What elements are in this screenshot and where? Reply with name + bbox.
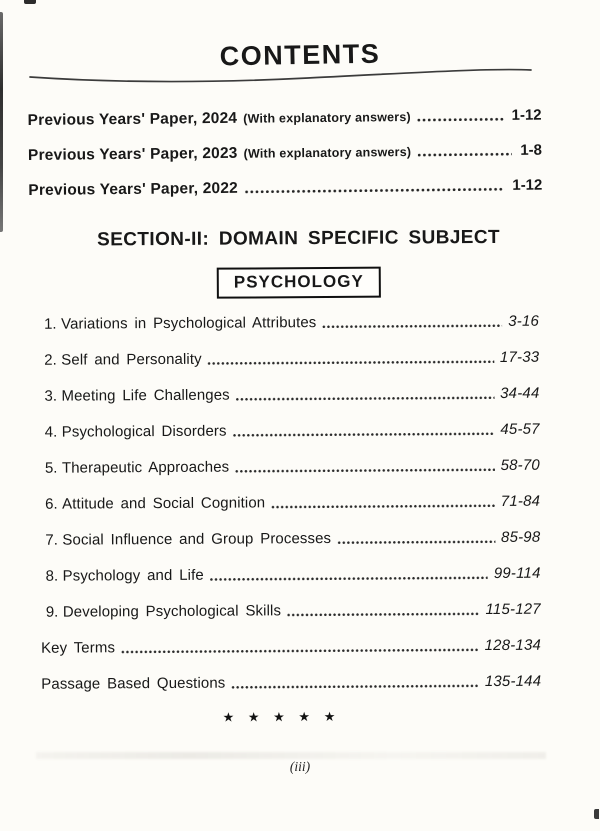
chapter-row bbox=[41, 564, 541, 586]
leader-dots bbox=[121, 648, 479, 654]
page-range: 1-8 bbox=[520, 141, 543, 159]
chapter-title: Attitude and Social Cognition bbox=[62, 494, 266, 513]
chapter-row bbox=[39, 312, 539, 334]
section-heading: SECTION-II: DOMAIN SPECIFIC SUBJECT bbox=[97, 226, 501, 251]
page-range: 45-57 bbox=[500, 420, 540, 438]
chapter-number: 7. bbox=[45, 531, 58, 549]
chapter-number: 2. bbox=[44, 351, 57, 369]
chapter-number: 8. bbox=[45, 567, 59, 585]
chapter-row bbox=[40, 420, 540, 442]
page-range: 128-134 bbox=[484, 636, 542, 655]
chapter-number: 3. bbox=[44, 387, 58, 405]
page-range: 115-127 bbox=[485, 600, 541, 619]
subject-box: PSYCHOLOGY bbox=[217, 267, 381, 299]
page-range: 71-84 bbox=[500, 492, 541, 510]
chapter-title: Psychological Disorders bbox=[61, 422, 227, 441]
chapter-number: 5. bbox=[44, 459, 58, 477]
leader-dots bbox=[233, 432, 495, 438]
page-range: 3-16 bbox=[508, 312, 540, 330]
extra-title: Key Terms bbox=[40, 639, 116, 657]
leader-dots bbox=[231, 684, 478, 690]
paper-note: (With explanatory answers) bbox=[243, 144, 412, 161]
chapter-title: Therapeutic Approaches bbox=[61, 458, 230, 477]
page-range: 17-33 bbox=[499, 348, 540, 366]
paper-label: Previous Years' Paper, 2024 bbox=[27, 109, 238, 130]
front-matter-row bbox=[28, 107, 542, 130]
paper-note: (With explanatory answers) bbox=[243, 109, 411, 126]
chapter-title: Social Influence and Group Processes bbox=[62, 529, 332, 549]
page-range: 135-144 bbox=[484, 672, 542, 691]
paper-label: Previous Years' Paper, 2023 bbox=[27, 144, 238, 164]
front-matter-row bbox=[28, 142, 542, 165]
section-block bbox=[0, 226, 600, 727]
leader-dots bbox=[236, 396, 494, 402]
leader-dots bbox=[210, 576, 488, 582]
chapter-row bbox=[41, 600, 541, 622]
folio-page-number: (iii) bbox=[289, 759, 311, 774]
page-range: 85-98 bbox=[500, 528, 541, 546]
leader-dots bbox=[244, 187, 504, 195]
leader-dots bbox=[322, 324, 502, 329]
extra-row bbox=[41, 672, 541, 694]
leader-dots bbox=[417, 117, 504, 123]
leader-dots bbox=[235, 468, 494, 474]
leader-dots bbox=[271, 504, 495, 509]
scan-artifact-smudge bbox=[36, 752, 546, 759]
chapter-title: Meeting Life Challenges bbox=[61, 386, 230, 405]
page-range: 1-12 bbox=[512, 176, 543, 194]
scan-artifact-bottom-right-mark bbox=[594, 809, 599, 819]
leader-dots bbox=[417, 152, 512, 158]
page-range: 99-114 bbox=[493, 564, 541, 582]
chapter-number: 4. bbox=[44, 423, 58, 441]
chapter-title: Developing Psychological Skills bbox=[62, 602, 282, 621]
front-matter-list bbox=[28, 107, 543, 200]
chapter-row bbox=[40, 492, 540, 514]
front-matter-row bbox=[28, 177, 542, 200]
leader-dots bbox=[337, 540, 495, 545]
chapter-row bbox=[39, 348, 539, 370]
chapter-row bbox=[39, 384, 539, 406]
page-range: 58-70 bbox=[500, 456, 540, 474]
page-range: 1-12 bbox=[511, 106, 542, 124]
extra-row bbox=[41, 636, 541, 658]
extra-title: Passage Based Questions bbox=[41, 674, 226, 693]
scan-artifact-top-mark bbox=[24, 0, 36, 4]
chapter-row bbox=[40, 456, 540, 478]
paper-label: Previous Years' Paper, 2022 bbox=[28, 179, 239, 199]
chapter-row bbox=[40, 528, 540, 550]
chapter-list bbox=[39, 312, 541, 694]
chapter-number: 1. bbox=[44, 315, 57, 333]
chapter-title: Self and Personality bbox=[61, 350, 202, 369]
chapter-title: Psychology and Life bbox=[62, 566, 204, 585]
page-title: CONTENTS bbox=[219, 38, 381, 72]
chapter-number: 9. bbox=[45, 603, 59, 621]
chapter-title: Variations in Psychological Attributes bbox=[61, 314, 317, 333]
end-stars: ★ ★ ★ ★ ★ bbox=[222, 708, 341, 725]
leader-dots bbox=[287, 612, 479, 617]
leader-dots bbox=[208, 360, 494, 366]
page-range: 34-44 bbox=[500, 384, 540, 402]
chapter-number: 6. bbox=[45, 495, 58, 513]
